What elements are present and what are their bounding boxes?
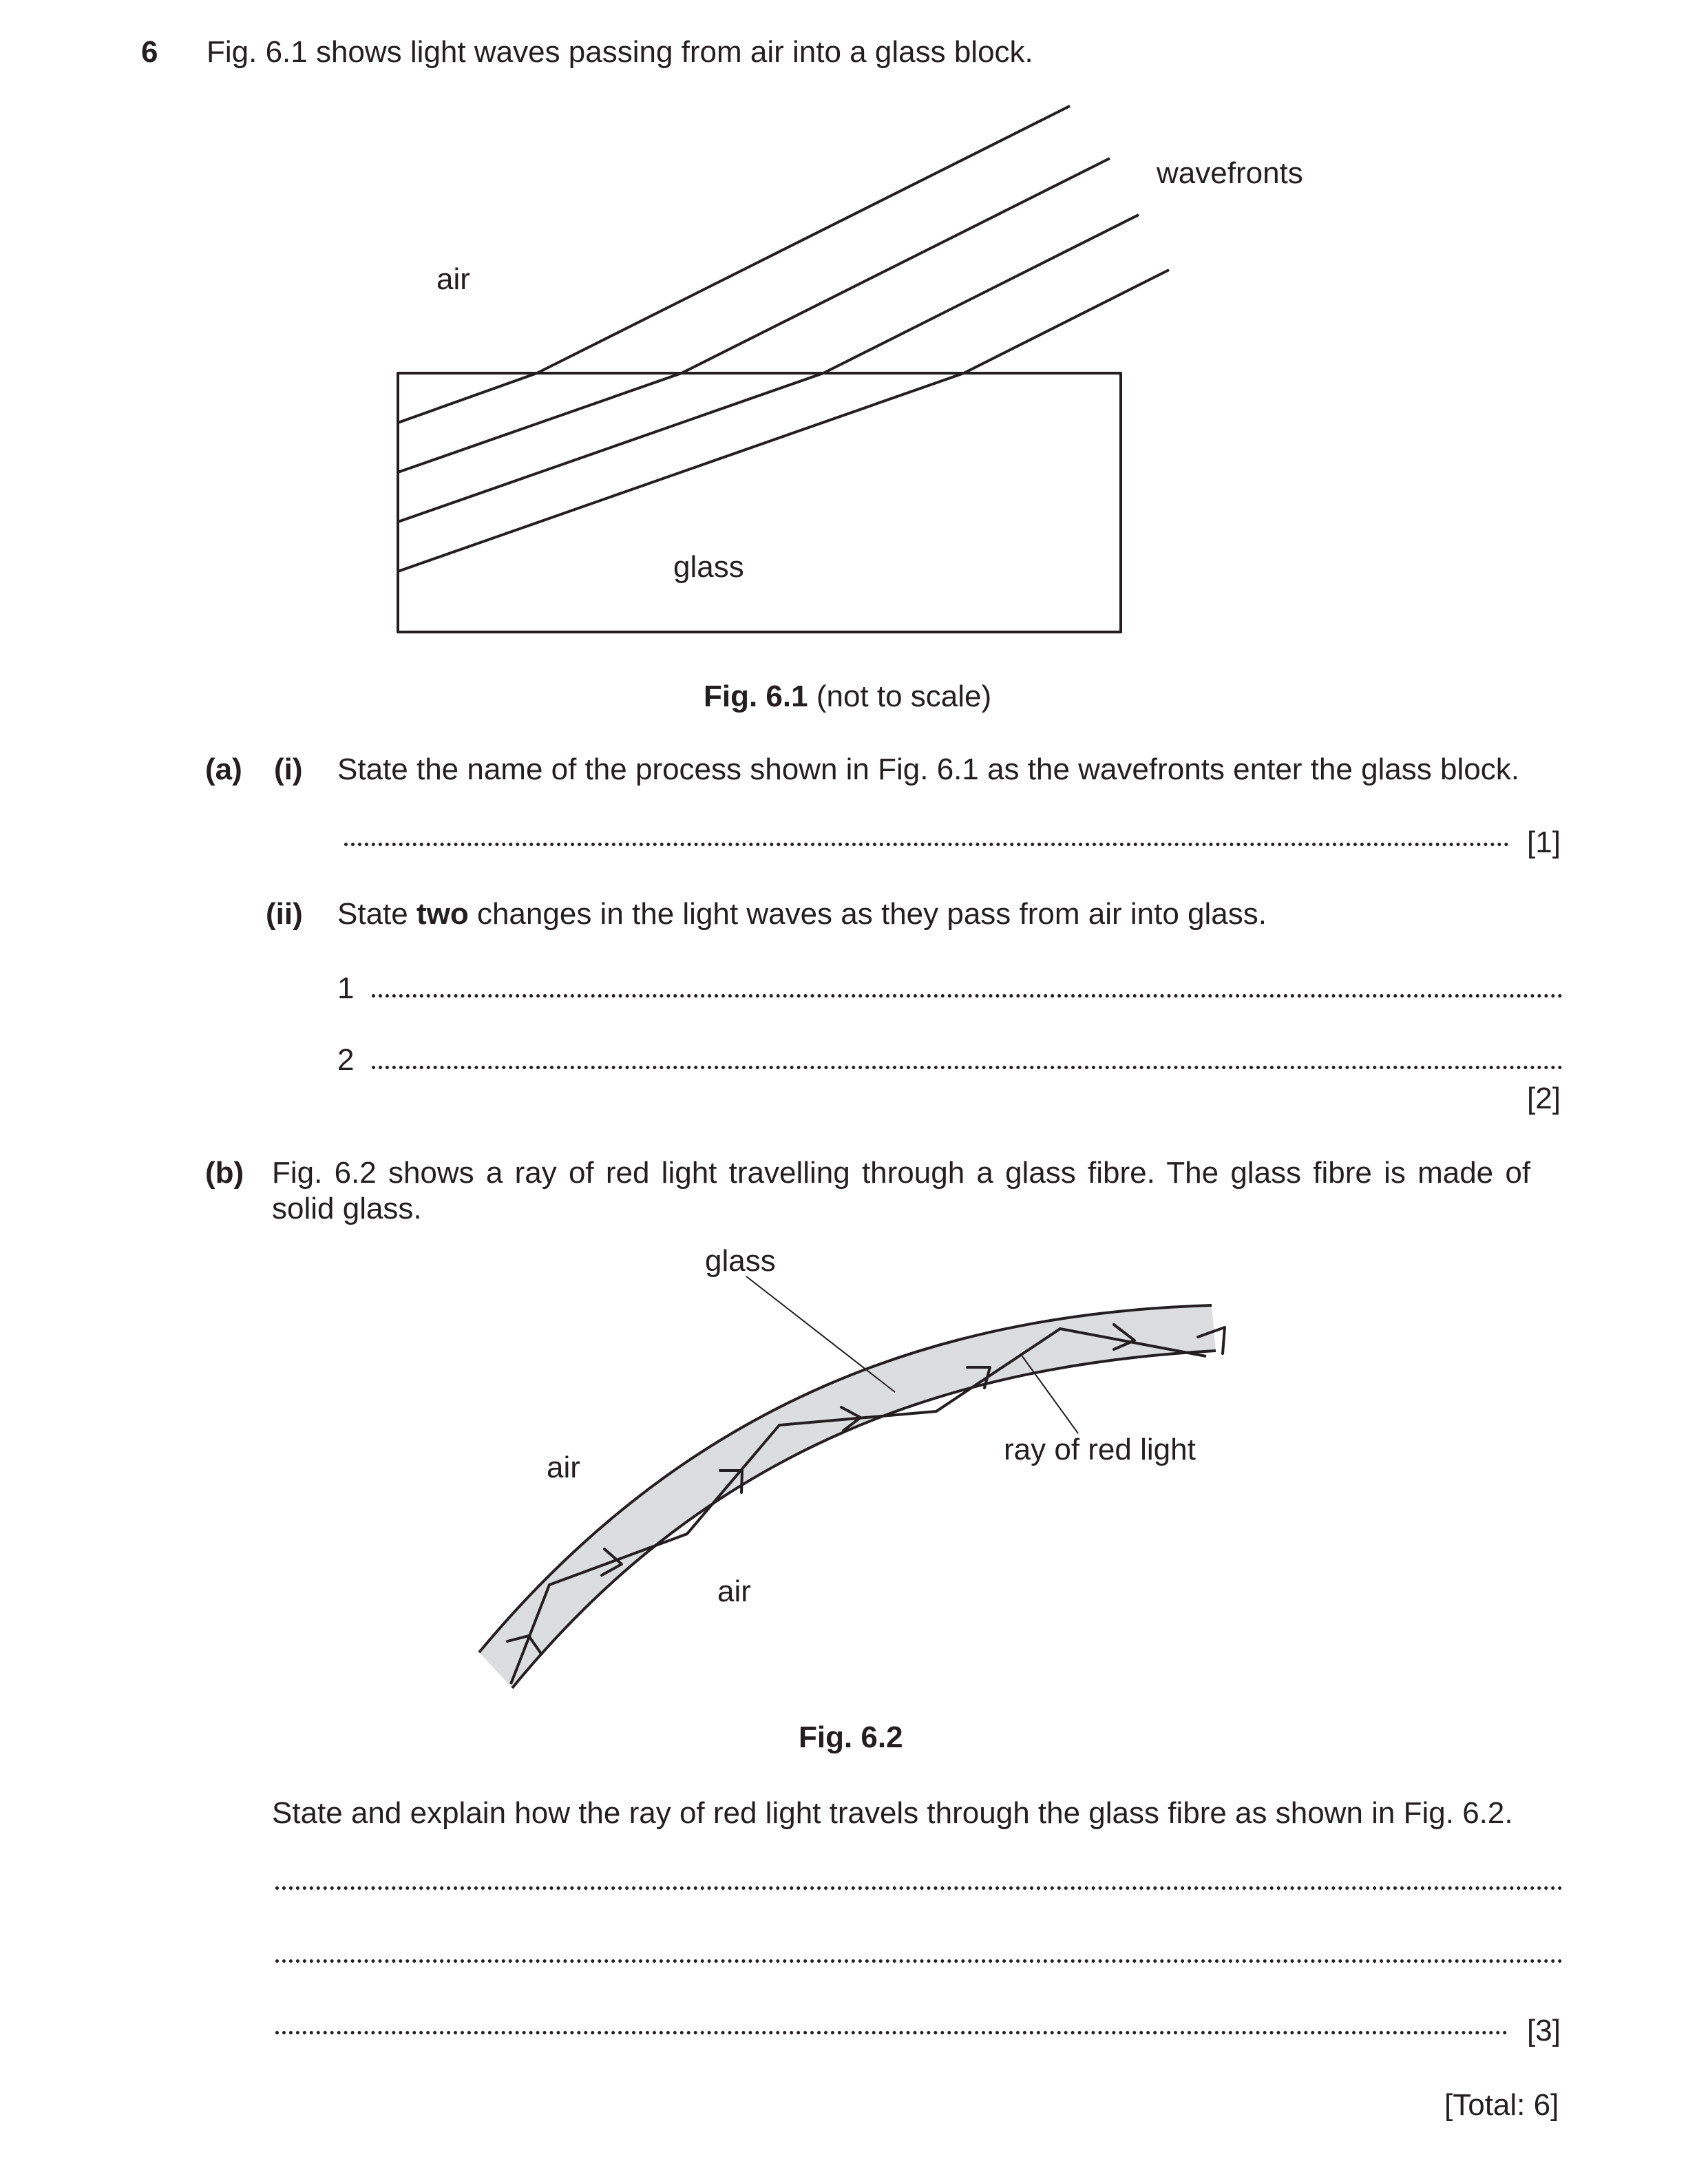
fig2-label-air-left: air [547,1451,580,1484]
fig2-label-air-bottom: air [717,1575,751,1608]
marks-b: [3] [1527,2014,1561,2047]
fig2-label-ray: ray of red light [1004,1433,1196,1466]
part-a-ii-label: (ii) [266,897,303,931]
glass-leader-line [746,1276,895,1392]
answer-line-b-3[interactable] [275,2031,1508,2034]
fig2-label-glass: glass [705,1244,776,1278]
part-b-label: (b) [205,1156,244,1190]
part-a-label: (a) [205,752,242,786]
answer-number-1: 1 [337,971,355,1005]
part-a-ii-text-bold: two [416,897,469,931]
fig-6-1-caption-rest: (not to scale) [808,680,992,713]
part-a-i-question: State the name of the process shown in Fig. 6.1 as the wavefronts enter the glass block. [337,752,1519,786]
answer-line-b-1[interactable] [275,1886,1563,1890]
answer-line-b-2[interactable] [275,1959,1563,1963]
fig-6-2-caption: Fig. 6.2 [799,1720,903,1754]
part-a-ii-text-after: changes in the light waves as they pass from air into glass. [468,897,1267,931]
fig-6-1-caption-bold: Fig. 6.1 [704,680,808,713]
marks-a-i: [1] [1527,825,1561,859]
question-number: 6 [141,35,158,69]
part-a-i-label: (i) [274,752,303,786]
fig1-label-air: air [436,262,470,296]
part-a-ii-text-before: State [337,897,417,931]
part-b-text-line2: solid glass. [272,1192,422,1225]
glass-fibre-fill [479,1305,1216,1688]
answer-number-2: 2 [337,1043,355,1077]
total-marks: [Total: 6] [1444,2088,1559,2122]
part-b-text-line1: Fig. 6.2 shows a ray of red light travelling through a glass fibre. The glass fibre is made of [272,1156,1531,1190]
question-intro: Fig. 6.1 shows light waves passing from air into a glass block. [207,35,1033,69]
part-b-question: State and explain how the ray of red light travels through the glass fibre as shown in Fig. 6.2. [272,1796,1513,1830]
fig1-label-wavefronts: wavefronts [1157,156,1303,190]
fig1-label-glass: glass [673,550,744,584]
marks-a-ii: [2] [1527,1082,1561,1115]
